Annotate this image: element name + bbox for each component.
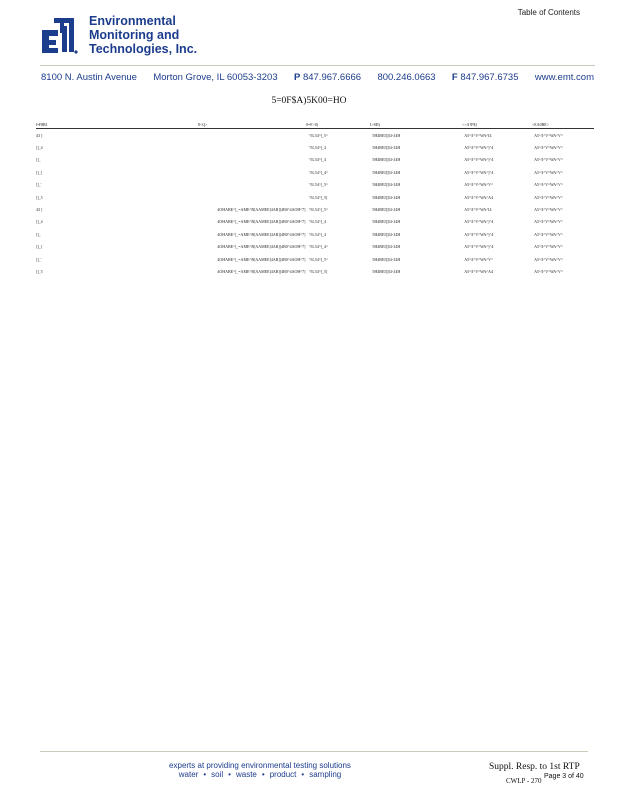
company-name-line-1: Environmental [89, 14, 176, 28]
footer-tagline: experts at providing environmental testing solutions [169, 761, 351, 770]
table-cell: A5^/I^V^WA^V^ [534, 256, 563, 262]
table-cell: A5^/I^V^WA^V^ [534, 182, 563, 188]
fax-value: 847.967.6735 [460, 72, 519, 83]
table-cell: 43 ] [36, 207, 43, 213]
column-header: <EA0BE> [532, 122, 549, 127]
website-link[interactable]: www.emt.com [534, 72, 594, 83]
table-cell: 5H4BEI]]I4<I4H [372, 194, 401, 200]
page-number: Page 3 of 40 [544, 773, 584, 780]
service-item: soil [211, 770, 224, 779]
table-of-contents-link[interactable]: Table of Contents [517, 8, 580, 17]
company-name-line-2: Monitoring and [89, 28, 180, 42]
table-cell: 5H4BEI]]I4<I4H [372, 244, 401, 250]
table-body [36, 129, 594, 278]
table-cell: A5^/I^V^WA^V^ [534, 231, 563, 237]
table-cell: A5^/I^V^WA^V^ [534, 169, 563, 175]
table-cell: 5H4BEI]]I4<I4H [372, 219, 401, 225]
company-name [89, 14, 197, 56]
table-cell: ^5L54^]_4 [308, 145, 327, 151]
table-cell: 5H4BEI]]I4<I4H [372, 182, 401, 188]
table-cell: A5^/I^V^WA^]^4 [464, 231, 494, 237]
table-row [36, 241, 594, 253]
table-cell: ]]_' [36, 256, 42, 262]
table-header-row [36, 118, 594, 129]
table-cell: A5^/I^V^WA^V^ [534, 194, 563, 200]
column-header: I•F$BI [36, 122, 47, 127]
table-cell: ]]_ [36, 231, 41, 237]
table-cell: A5^/I^V^WA^]^4 [464, 219, 494, 225]
table-cell: ^5L54^]_5^ [308, 132, 328, 138]
table-cell: A5^/I^V^WA^V^ [534, 132, 563, 138]
table-cell: 5H4BEI]]I4<I4H [372, 169, 401, 175]
table-cell: ]]_4 [36, 219, 43, 225]
table-row [36, 191, 594, 203]
service-separator: • [203, 770, 207, 779]
table-cell: A5^/I^V^WA^V^ [534, 244, 563, 250]
table-cell: ]]_4 [36, 145, 43, 151]
table-cell: ^5L54^]_4 [308, 219, 327, 225]
column-header: <>A?F$] [462, 122, 477, 127]
table-cell: A5^/I^V^WA^]^4 [464, 157, 494, 163]
table-row [36, 166, 594, 178]
service-item: product [269, 770, 297, 779]
contact-bar [41, 72, 594, 83]
fax-prefix: F [451, 72, 458, 83]
results-table [36, 118, 594, 278]
phone-value: 847.967.6666 [302, 72, 362, 83]
table-cell: A5^/I^V^WA^A4 [464, 194, 494, 200]
table-row [36, 179, 594, 191]
table-cell: ^5L54^]_5] [308, 268, 328, 274]
footer-divider [40, 751, 588, 752]
table-row [36, 265, 594, 277]
table-cell: A5^/I^V^WA^V^ [464, 256, 493, 262]
response-label: Suppl. Resp. to 1st RTP [489, 762, 580, 772]
table-row [36, 203, 594, 215]
table-row [36, 253, 594, 265]
table-cell: 4OHABE^]_=AME^B]AAMEE]4AR]]4B0^4AOH^7] [217, 268, 306, 274]
city-address: Morton Grove, IL 60053-3203 [153, 72, 278, 83]
table-cell: ^5L54^]_5^ [308, 207, 328, 213]
table-cell: 4OHABE^]_=AME^B]AAMEE]4AR]]4B0^4AOH^7] [217, 244, 306, 250]
table-cell: A5^/I^V^WA^I4 [464, 132, 492, 138]
street-address: 8100 N. Austin Avenue [41, 72, 137, 83]
document-id: CWLP - 270 [506, 777, 542, 785]
table-cell: ]]_5 [36, 194, 43, 200]
header-divider [40, 65, 595, 66]
table-cell: ]]_ [36, 157, 41, 163]
company-name-line-3: Technologies, Inc. [89, 42, 198, 56]
table-row [36, 216, 594, 228]
service-item: waste [235, 770, 257, 779]
table-cell: A5^/I^V^WA^A4 [464, 268, 494, 274]
table-cell: ]]_] [36, 244, 42, 250]
table-cell: ^5L54^]_4 [308, 231, 327, 237]
table-cell: 5H4BEI]]I4<I4H [372, 157, 401, 163]
table-cell: A5^/I^V^WA^V^ [534, 219, 563, 225]
table-cell: 5H4BEI]]I4<I4H [372, 132, 401, 138]
table-cell: A5^/I^V^WA^]^4 [464, 244, 494, 250]
table-cell: A5^/I^V^WA^V^ [534, 145, 563, 151]
table-cell: 5H4BEI]]I4<I4H [372, 145, 401, 151]
emt-logo-icon [40, 14, 80, 56]
column-header: 0=F>0) [306, 122, 319, 127]
table-cell: ^5L54^]_5] [308, 194, 328, 200]
table-cell: A5^/I^V^WA^]^4 [464, 145, 494, 151]
phone-prefix: P [293, 72, 301, 83]
service-separator: • [261, 770, 265, 779]
service-item: sampling [309, 770, 342, 779]
table-cell: A5^/I^V^WA^V^ [534, 268, 563, 274]
table-cell: 4OHABE^]_=AME^B]AAMEE]4AR]]4B0^4AOH^7] [217, 219, 306, 225]
table-cell: 43 ] [36, 132, 43, 138]
table-cell: ^5L54^]_4^ [308, 169, 328, 175]
table-cell: A5^/I^V^WA^V^ [534, 157, 563, 163]
table-row [36, 129, 594, 141]
toll-free-number: 800.246.0663 [377, 72, 436, 83]
table-cell: A5^/I^V^WA^]^4 [464, 169, 494, 175]
service-item: water [178, 770, 199, 779]
table-cell: ^5L54^]_4 [308, 157, 327, 163]
table-cell: 5H4BEI]]I4<I4H [372, 268, 401, 274]
footer-services [120, 770, 400, 779]
table-cell: 4OHABE^]_=AME^B]AAMEE]4AR]]4B0^4AOH^7] [217, 256, 306, 262]
fax-number [452, 72, 519, 83]
table-cell: 5H4BEI]]I4<I4H [372, 207, 401, 213]
table-cell: 5H4BEI]]I4<I4H [372, 256, 401, 262]
table-cell: 4OHABE^]_=AME^B]AAMEE]4AR]]4B0^4AOH^7] [217, 207, 306, 213]
column-header: I>8D) [370, 122, 380, 127]
report-title: 5=0F$A)5K00=HO [271, 96, 347, 106]
table-cell: ^5L54^]_5^ [308, 256, 328, 262]
table-row [36, 141, 594, 153]
service-separator: • [301, 770, 305, 779]
table-cell: A5^/I^V^WA^V^ [464, 182, 493, 188]
table-row [36, 154, 594, 166]
table-cell: ]]_5 [36, 268, 43, 274]
table-cell: A5^/I^V^WA^V^ [534, 207, 563, 213]
table-cell: ^5L54^]_4^ [308, 244, 328, 250]
column-header: 8<Q> [198, 122, 208, 127]
table-cell: ]]_' [36, 182, 42, 188]
phone-number [294, 72, 361, 83]
table-cell: ]]_] [36, 169, 42, 175]
table-cell: 5H4BEI]]I4<I4H [372, 231, 401, 237]
table-cell: A5^/I^V^WA^I4 [464, 207, 492, 213]
table-cell: ^5L54^]_5^ [308, 182, 328, 188]
table-cell: 4OHABE^]_=AME^B]AAMEE]4AR]]4B0^4AOH^7] [217, 231, 306, 237]
service-separator: • [228, 770, 231, 779]
table-row [36, 228, 594, 240]
